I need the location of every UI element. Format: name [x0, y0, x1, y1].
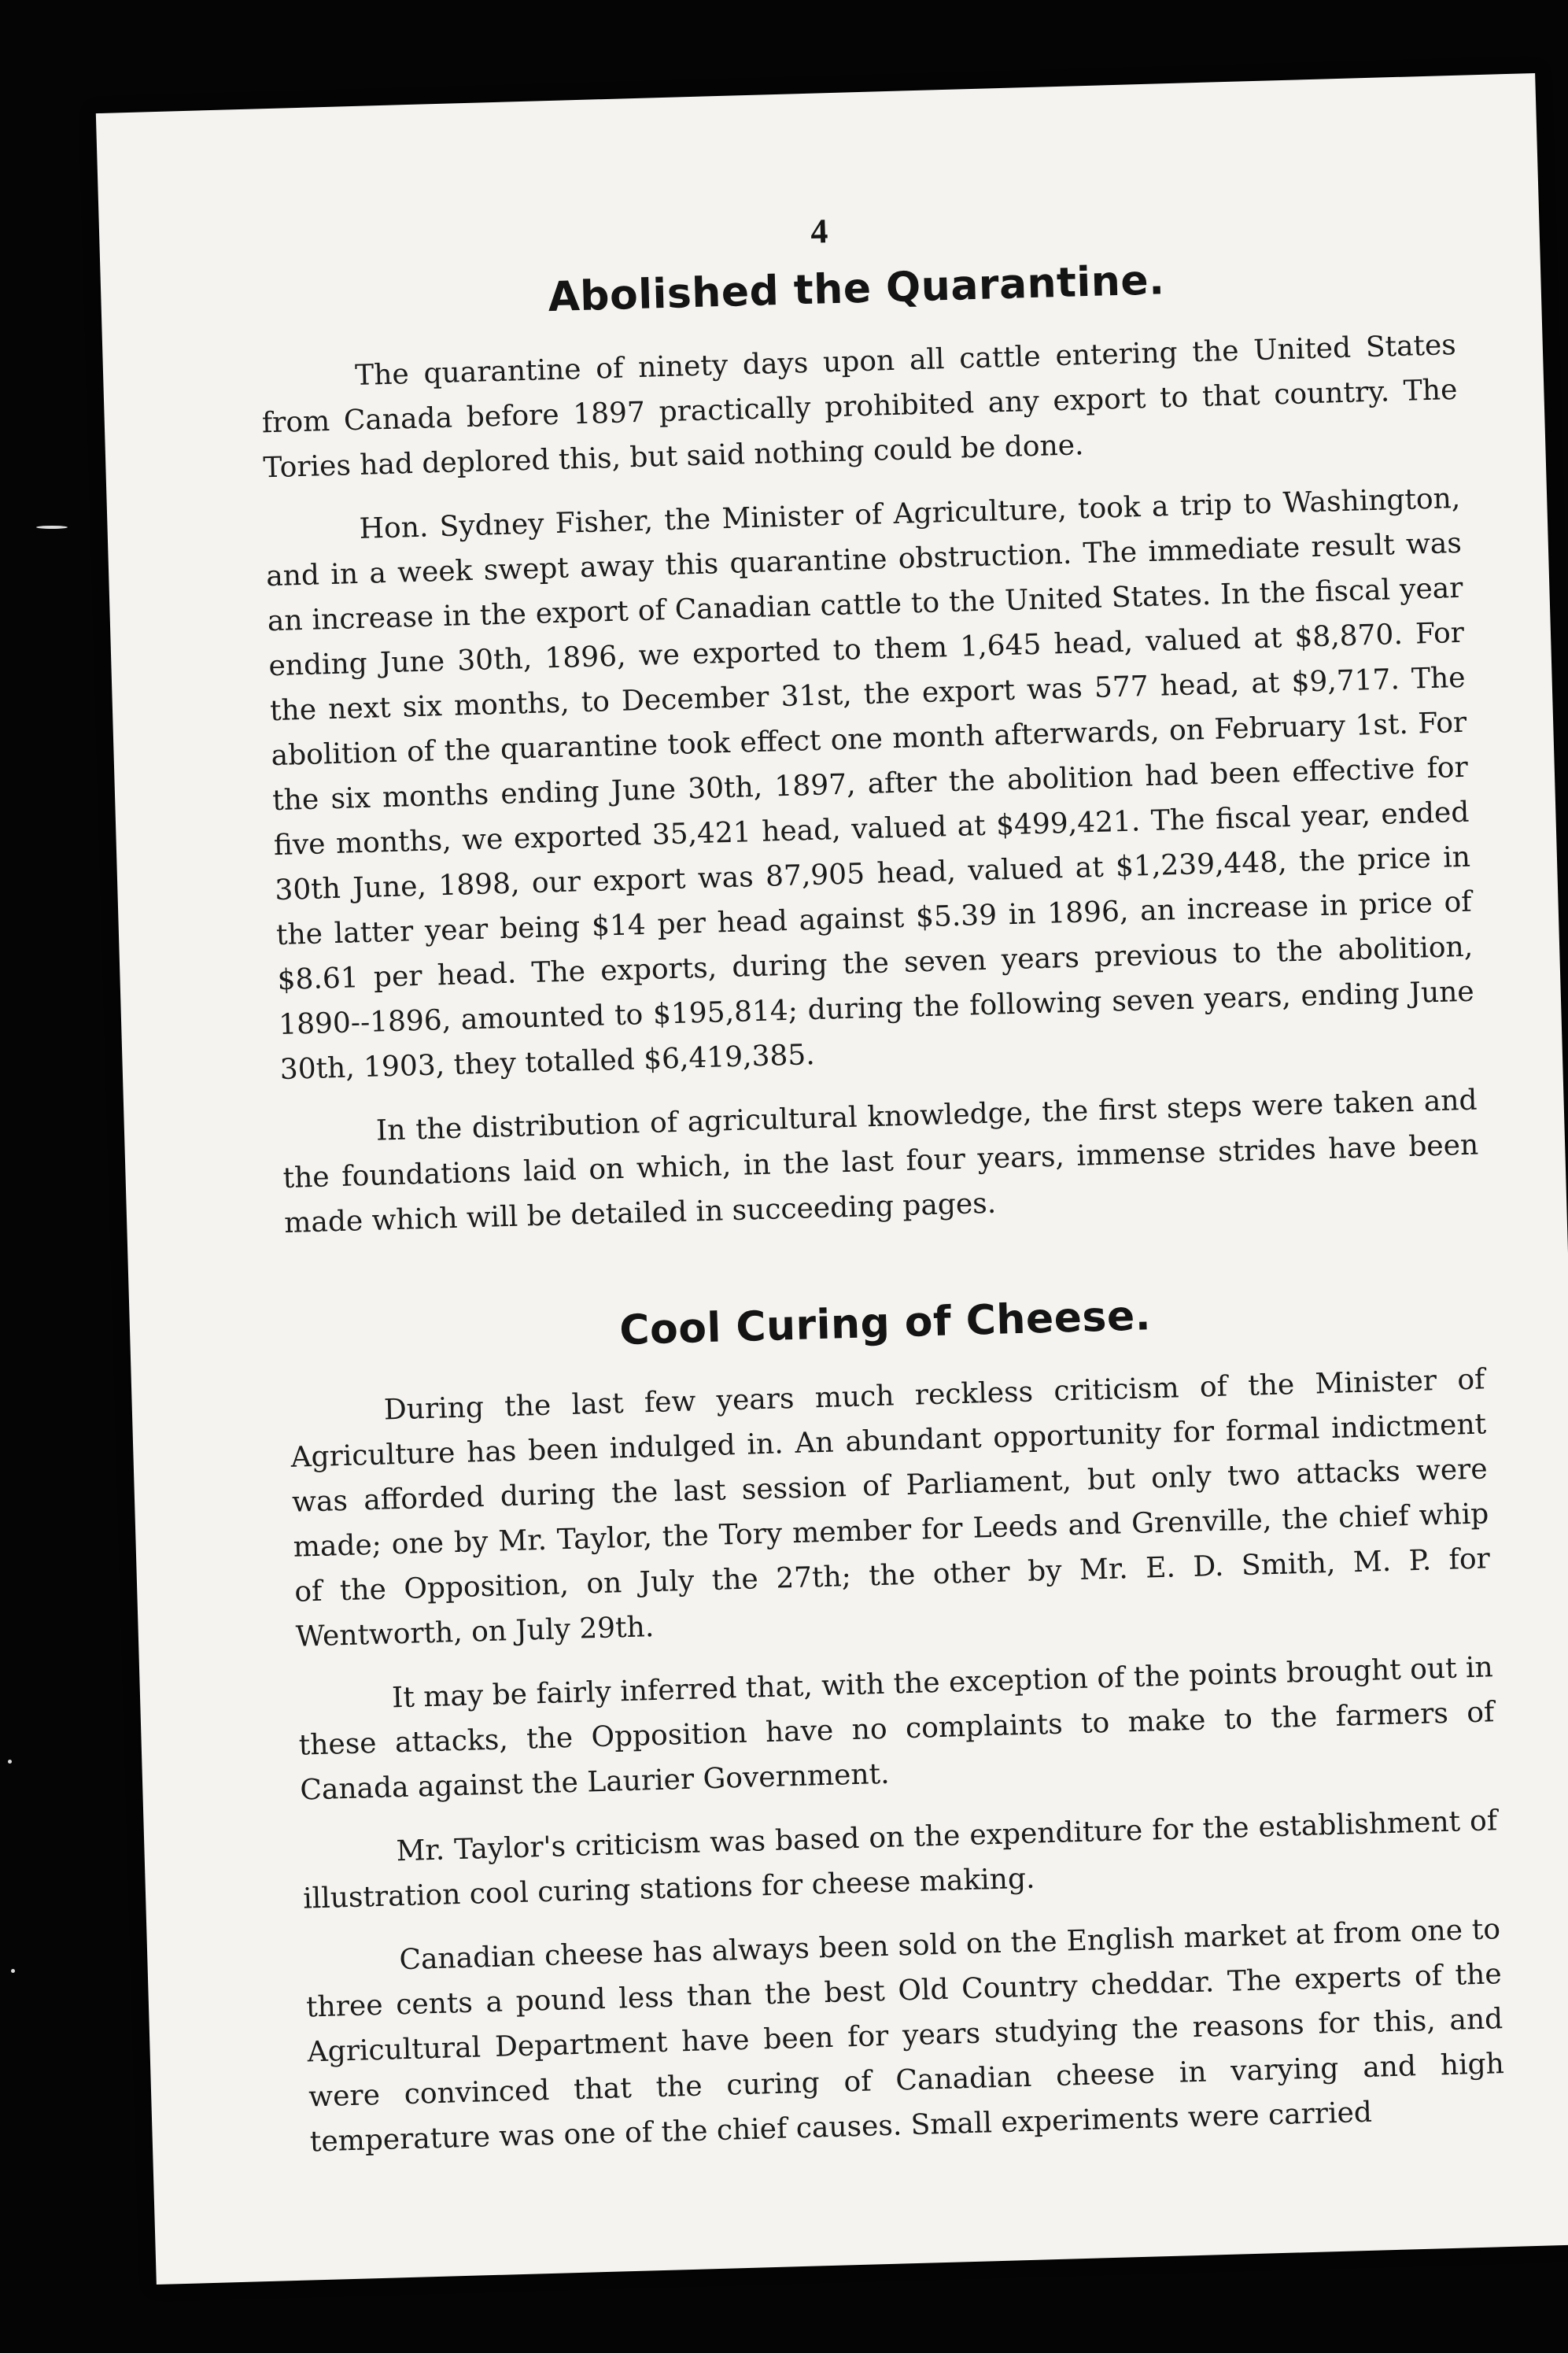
scan-speck	[8, 1760, 12, 1764]
paragraph: During the last few years much reckless criticism of the Minister of Agriculture has been indulged in. An abundant opportunity for formal indictment was afforded during the last session of Parliament, but only two attacks were made; one by Mr. Taylor, the Tory member for Leeds and Grenville, the chief whip of the Opposition, on July the 27th; the other by Mr. E. D. Smith, M. P. for Wentworth, on July 29th.	[290, 1363, 1491, 1653]
paragraph: Hon. Sydney Fisher, the Minister of Agriculture, took a trip to Washington, and in a week swept away this quarantine obstruction. The immediate result was an increase in the export of Canadian cattle to the United States. In the fiscal year ending June 30th, 1896, we exported to them 1,645 head, valued at $8,870. For the next six months, to December 31st, the export was 577 head, at $9,717. The abolition of the quarantine took effect one month afterwards, on February 1st. For the six months ending June 30th, 1897, after the abolition had been effective for five months, we exported 35,421 head, valued at $499,421. The fiscal year, ended 30th June, 1898, our export was 87,905 head, valued at $1,239,448, the price in the latter year being $14 per head against $5.39 in 1896, an increase in price of $8.61 per head. The exports, during the seven years previous to the abolition, 1890--1896, amounted to $195,814; during the following seven years, ending June 30th, 1903, they totalled $6,419,385.	[265, 482, 1475, 1087]
page-content	[258, 249, 1507, 2183]
section-heading: Abolished the Quarantine.	[547, 257, 1166, 322]
page-number: 4	[810, 212, 829, 251]
paragraph: In the distribution of agricultural knowledge, the first steps were taken and the foundations laid on which, in the last four years, immense strides have been made which will be detailed in succeeding pages.	[282, 1084, 1479, 1239]
document-page	[96, 73, 1568, 2285]
scan-speck	[36, 526, 68, 529]
paragraph: Canadian cheese has always been sold on the English market at from one to three cents a pound less than the best Old Country cheddar. The experts of the Agricultural Department have been for years studying the reasons for this, and were convinced that the curing of Canadian cheese in varying and high temperature was one of the chief causes. Small experiments were carried	[305, 1913, 1505, 2159]
paragraph: The quarantine of ninety days upon all cattle entering the United States from Canada before 1897 practically prohibited any export to that country. The Tories had deplored this, but said nothing could be done.	[261, 328, 1458, 485]
section-abolished-quarantine	[258, 249, 1481, 1246]
scan-speck	[11, 1969, 15, 1973]
section-cool-curing-cheese	[287, 1283, 1507, 2164]
paragraph: It may be fairly inferred that, with the exception of the points brought out in these attacks, the Opposition have no complaints to make to the farmers of Canada against the Laurier Government.	[298, 1651, 1495, 1807]
paragraph: Mr. Taylor's criticism was based on the expenditure for the establishment of illustration cool curing stations for cheese making.	[302, 1804, 1498, 1915]
section-heading: Cool Curing of Cheese.	[618, 1292, 1152, 1355]
